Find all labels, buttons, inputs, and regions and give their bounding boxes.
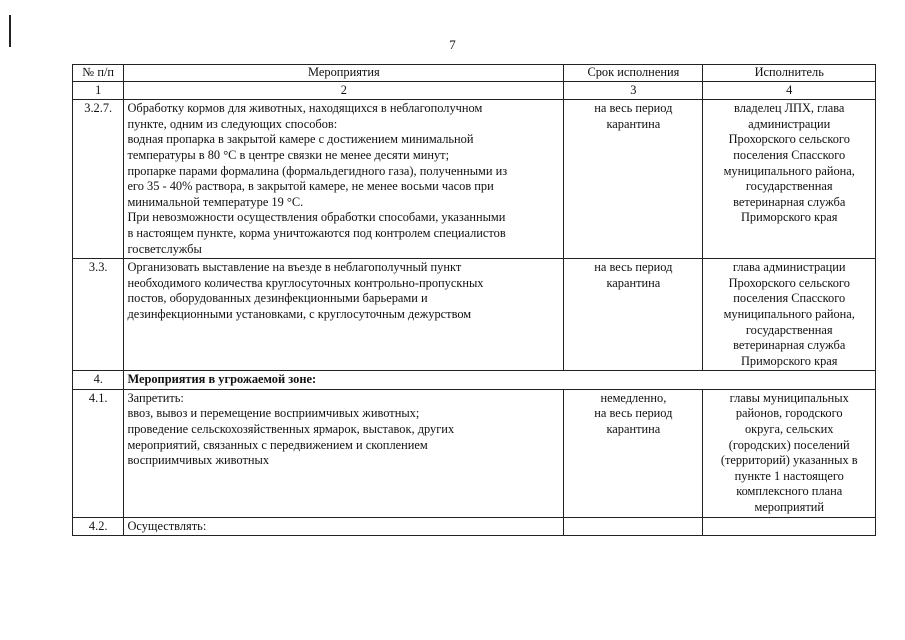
executor-line: (городских) поселений (728, 437, 850, 452)
section-heading: Мероприятия в угрожаемой зоне: (127, 372, 317, 387)
executor-line: государственная (745, 179, 833, 194)
executor-cell (703, 389, 876, 517)
row-number: 3.3. (73, 259, 124, 371)
executor-line: Приморского края (740, 210, 838, 225)
term-line: немедленно, (600, 390, 667, 405)
term-line: на весь период (594, 406, 673, 421)
executor-line: муниципального района, (723, 306, 855, 321)
measure-line: Организовать выставление на въезде в неблагополучный пункт (127, 260, 462, 275)
column-number: 2 (124, 81, 564, 100)
executor-line: владелец ЛПХ, глава (734, 101, 845, 116)
table-row (73, 371, 876, 390)
measure-line: Осуществлять: (127, 518, 207, 533)
measure-line: Обработку кормов для животных, находящихся в неблагополучном (127, 101, 483, 116)
executor-line: глава администрации (732, 260, 846, 275)
executor-line: поселения Спасского (733, 147, 846, 162)
measure-line: госветслужбы (127, 241, 202, 256)
term-line: на весь период (594, 260, 673, 275)
executor-line: Приморского края (740, 353, 838, 368)
executor-line: муниципального района, (723, 163, 855, 178)
executor-cell (703, 100, 876, 259)
executor-line: округа, сельских (744, 422, 834, 437)
executor-cell (703, 259, 876, 371)
measure-line: необходимого количества круглосуточных контрольно-пропускных (127, 275, 484, 290)
executor-line: Прохорского сельского (728, 132, 850, 147)
row-number: 4.1. (73, 389, 124, 517)
executor-line: комплексного плана (736, 484, 843, 499)
header-term: Срок исполнения (564, 65, 703, 82)
measure-line: мероприятий, связанных с передвижением и скоплением (127, 437, 428, 452)
measure-cell (124, 259, 564, 371)
term-line: карантина (606, 275, 661, 290)
executor-cell (703, 517, 876, 536)
column-number-row (73, 81, 876, 100)
executor-line: Прохорского сельского (728, 275, 850, 290)
row-number: 4.2. (73, 517, 124, 536)
executor-line: районов, городского (735, 406, 843, 421)
measure-cell (124, 100, 564, 259)
executor-line: государственная (745, 322, 833, 337)
measure-line: Запретить: (127, 390, 184, 405)
row-number: 3.2.7. (73, 100, 124, 259)
executor-line: (территорий) указанных в (720, 453, 858, 468)
term-line: на весь период (594, 101, 673, 116)
measure-line: ввоз, вывоз и перемещение восприимчивых животных; (127, 406, 420, 421)
table-row (73, 259, 876, 371)
page-number: 7 (449, 37, 456, 52)
measure-line: минимальной температуре 19 °С. (127, 194, 304, 209)
measure-line: дезинфекционными установками, с круглосуточным дежурством (127, 306, 472, 321)
executor-line: администрации (748, 116, 831, 131)
measure-line: постов, оборудованных дезинфекционными барьерами и (127, 291, 428, 306)
measure-line: При невозможности осуществления обработки способами, указанными (127, 210, 506, 225)
executor-line: главы муниципальных (729, 390, 849, 405)
column-number: 3 (564, 81, 703, 100)
table-row (73, 100, 876, 259)
executor-line: ветеринарная служба (733, 194, 846, 209)
column-number: 4 (703, 81, 876, 100)
executor-line: пункте 1 настоящего (734, 468, 844, 483)
measure-cell (124, 517, 564, 536)
table-header-row (73, 65, 876, 82)
row-number: 4. (73, 371, 124, 390)
measure-line: в настоящем пункте, корма уничтожаются под контролем специалистов (127, 225, 506, 240)
measure-line: пропарке парами формалина (формальдегидного газа), полученными из (127, 163, 508, 178)
measure-line: проведение сельскохозяйственных ярмарок, выставок, других (127, 422, 455, 437)
measure-line: восприимчивых животных (127, 453, 270, 468)
executor-line: мероприятий (754, 500, 825, 515)
measure-line: водная пропарка в закрытой камере с достижением минимальной (127, 132, 474, 147)
executor-line: ветеринарная служба (733, 338, 846, 353)
header-executor: Исполнитель (703, 65, 876, 82)
table-row (73, 389, 876, 517)
table-row (73, 517, 876, 536)
section-heading-cell (124, 371, 876, 390)
column-number: 1 (73, 81, 124, 100)
term-line: карантина (606, 422, 661, 437)
measure-line: его 35 - 40% раствора, в закрытой камере, не менее восьми часов при (127, 179, 494, 194)
measure-cell (124, 389, 564, 517)
term-cell (564, 389, 703, 517)
measure-line: температуры в 80 °С в центре связки не менее десяти минут; (127, 147, 450, 162)
term-cell (564, 517, 703, 536)
header-measures: Мероприятия (124, 65, 564, 82)
term-cell (564, 100, 703, 259)
term-line: карантина (606, 116, 661, 131)
header-number: № п/п (73, 65, 124, 82)
term-cell (564, 259, 703, 371)
executor-line: поселения Спасского (733, 291, 846, 306)
measure-line: пункте, одним из следующих способов: (127, 116, 338, 131)
measures-table (72, 64, 876, 536)
